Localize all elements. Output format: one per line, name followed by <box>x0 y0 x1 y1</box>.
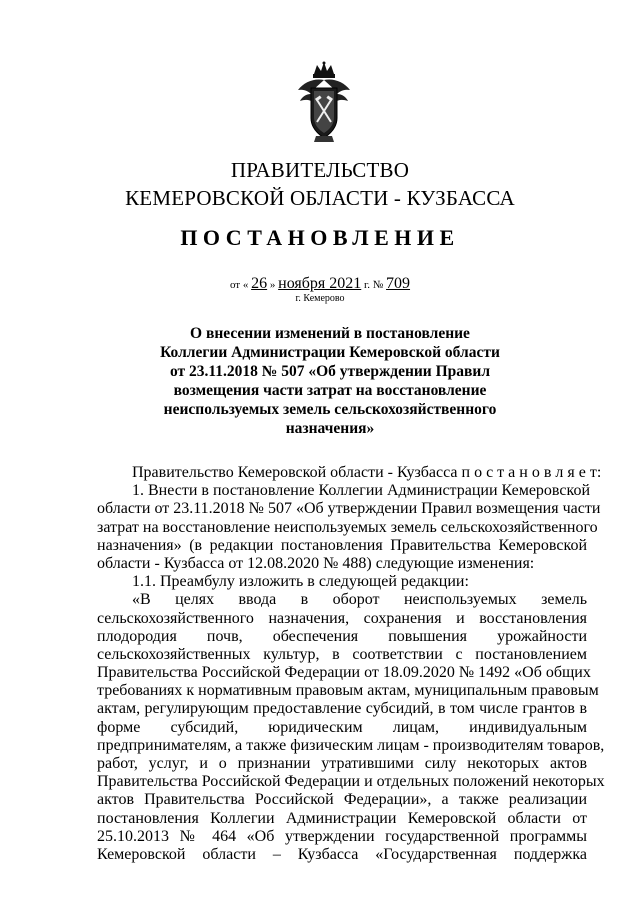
body-line: Кемеровской области – Кузбасса «Государственная поддержка <box>97 845 587 863</box>
title-line: возмещения части затрат на восстановление <box>173 382 487 399</box>
government-title-line1: ПРАВИТЕЛЬСТВО <box>230 158 410 182</box>
title-line: назначения» <box>285 420 375 437</box>
document-title <box>150 324 510 438</box>
government-title-line2: КЕМЕРОВСКОЙ ОБЛАСТИ - КУЗБАССА <box>125 186 515 210</box>
date-prefix: от « <box>229 279 249 291</box>
body-line: работ, услуг, и о признании утратившими силу некоторых актов <box>97 755 587 772</box>
body-line: 25.10.2013 № 464 «Об утверждении государственной программы <box>97 827 587 845</box>
coat-of-arms-emblem <box>294 60 354 146</box>
body-line: затрат на восстановление неиспользуемых земель сельскохозяйственного <box>97 518 598 536</box>
body-line: требованиях к нормативным правовым актам, муниципальным правовым <box>97 682 599 700</box>
body-line: форме субсидий, юридическим лицам, индивидуальным <box>97 718 587 736</box>
document-body <box>97 464 605 864</box>
body-line: сельскохозяйственных культур, в соответствии с постановлением <box>97 645 587 663</box>
body-line: 1.1. Преамбулу изложить в следующей редакции: <box>132 573 469 591</box>
title-line: О внесении изменений в постановление <box>190 325 470 342</box>
date-month-year: ноября 2021 <box>278 275 362 292</box>
body-line: области от 23.11.2018 № 507 «Об утверждении Правил возмещения части <box>97 500 601 518</box>
date-number-line <box>0 275 640 293</box>
city-label: г. Кемерово <box>295 293 345 304</box>
document-type-heading: ПОСТАНОВЛЕНИЕ <box>180 225 460 250</box>
date-year-suffix: г. <box>364 279 371 291</box>
body-line: 1. Внести в постановление Коллегии Администрации Кемеровской <box>132 482 590 500</box>
body-line: плодородия почв, обеспечения повышения урожайности <box>97 627 587 645</box>
title-line: Коллегии Администрации Кемеровской области <box>160 344 500 361</box>
body-line: актов Правительства Российской Федерации», а также реализации <box>97 791 587 809</box>
title-line: от 23.11.2018 № 507 «Об утверждении Правил <box>169 363 491 380</box>
body-line: Правительства Российской Федерации от 18.09.2020 № 1492 «Об общих <box>97 664 591 682</box>
number-label: № <box>372 279 384 291</box>
body-line: Правительство Кемеровской области - Кузбасса п о с т а н о в л я е т: <box>132 464 602 481</box>
date-mid: » <box>269 279 276 291</box>
body-line: актам, регулирующим предоставление субсидий, в том числе грантов в <box>97 700 587 718</box>
body-line: «В целях ввода в оборот неиспользуемых земель <box>132 591 587 609</box>
body-line: области - Кузбасса от 12.08.2020 № 488) следующие изменения: <box>97 554 535 572</box>
body-line: постановления Коллегии Администрации Кемеровской области от <box>97 809 587 827</box>
body-line: Правительства Российской Федерации и отдельных положений некоторых <box>97 773 605 791</box>
body-line: сельскохозяйственного назначения, сохранения и восстановления <box>97 609 587 627</box>
title-line: неиспользуемых земель сельскохозяйственного <box>163 401 497 418</box>
body-line: назначения» (в редакции постановления Правительства Кемеровской <box>97 536 587 554</box>
date-day: 26 <box>251 275 268 292</box>
decree-number: 709 <box>386 275 411 292</box>
body-line: предпринимателям, а также физическим лицам - производителям товаров, <box>97 736 605 754</box>
